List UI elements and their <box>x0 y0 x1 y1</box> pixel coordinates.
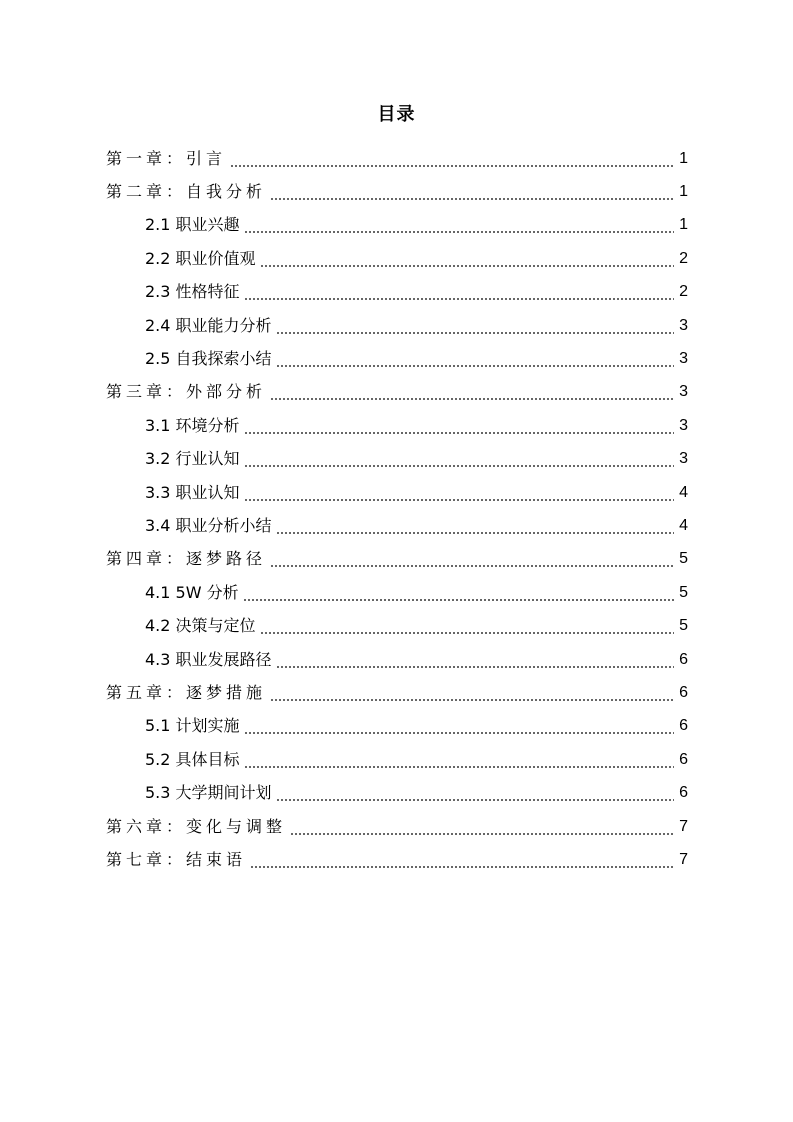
toc-entry-chapter-2[interactable] <box>106 175 688 208</box>
dot-leader <box>250 866 674 868</box>
toc-entry-section-2-3[interactable] <box>145 276 688 309</box>
toc-entry-section-4-2[interactable] <box>145 610 688 643</box>
toc-entry-label: 3.2 行业认知 <box>145 449 240 469</box>
dot-leader <box>244 732 674 734</box>
toc-entry-section-4-3[interactable] <box>145 643 688 676</box>
toc-entry-chapter-5[interactable] <box>106 676 688 709</box>
toc-page-number: 5 <box>679 617 688 635</box>
toc-entry-label: 4.3 职业发展路径 <box>145 649 272 669</box>
toc-entry-section-2-4[interactable] <box>145 309 688 342</box>
toc-page-number: 3 <box>679 349 688 367</box>
toc-page-number: 6 <box>679 650 688 668</box>
toc-entry-label: 2.5 自我探索小结 <box>145 348 272 368</box>
toc-page-number: 1 <box>679 149 688 167</box>
toc-entry-section-3-2[interactable] <box>145 443 688 476</box>
toc-entry-label: 第五章：逐梦措施 <box>106 682 267 702</box>
dot-leader <box>270 398 674 400</box>
toc-page-number: 4 <box>679 516 688 534</box>
toc-entry-label: 5.1 计划实施 <box>145 716 240 736</box>
toc-entry-label: 第三章：外部分析 <box>106 382 267 402</box>
toc-entry-chapter-1[interactable] <box>106 142 688 175</box>
toc-entry-label: 3.4 职业分析小结 <box>145 515 272 535</box>
toc-page-number: 6 <box>679 717 688 735</box>
toc-page-number: 1 <box>679 182 688 200</box>
toc-page-number: 5 <box>679 583 688 601</box>
toc-page-number: 3 <box>679 416 688 434</box>
toc-page-number: 7 <box>679 817 688 835</box>
dot-leader <box>243 599 674 601</box>
toc-entry-section-2-5[interactable] <box>145 342 688 375</box>
toc-entry-label: 2.1 职业兴趣 <box>145 215 240 235</box>
toc-entry-label: 2.4 职业能力分析 <box>145 315 272 335</box>
dot-leader <box>276 799 674 801</box>
dot-leader <box>276 332 674 334</box>
toc-entry-section-5-1[interactable] <box>145 710 688 743</box>
toc-entry-section-5-2[interactable] <box>145 743 688 776</box>
toc-entry-section-3-1[interactable] <box>145 409 688 442</box>
toc-entry-section-2-1[interactable] <box>145 209 688 242</box>
dot-leader <box>244 231 674 233</box>
toc-entry-label: 3.3 职业认知 <box>145 482 240 502</box>
toc-page-number: 2 <box>679 283 688 301</box>
dot-leader <box>244 499 674 501</box>
toc-page-number: 3 <box>679 383 688 401</box>
dot-leader <box>244 298 674 300</box>
dot-leader <box>270 565 674 567</box>
toc-page-number: 7 <box>679 850 688 868</box>
toc-entry-label: 第二章：自我分析 <box>106 181 267 201</box>
toc-entry-chapter-4[interactable] <box>106 543 688 576</box>
toc-page-number: 6 <box>679 683 688 701</box>
toc-entry-label: 4.2 决策与定位 <box>145 616 256 636</box>
toc-entry-section-3-4[interactable] <box>145 509 688 542</box>
toc-page-number: 5 <box>679 550 688 568</box>
toc-entry-label: 2.3 性格特征 <box>145 282 240 302</box>
dot-leader <box>244 432 674 434</box>
toc-entry-chapter-7[interactable] <box>106 843 688 876</box>
toc-entry-chapter-6[interactable] <box>106 810 688 843</box>
dot-leader <box>276 532 674 534</box>
toc-page-number: 4 <box>679 483 688 501</box>
toc-entry-section-5-3[interactable] <box>145 777 688 810</box>
toc-page-number: 2 <box>679 249 688 267</box>
dot-leader <box>230 165 674 167</box>
toc-page-number: 6 <box>679 750 688 768</box>
toc-entry-label: 2.2 职业价值观 <box>145 248 256 268</box>
toc-page-number: 3 <box>679 316 688 334</box>
dot-leader <box>260 632 674 634</box>
toc-entry-label: 第一章：引言 <box>106 148 227 168</box>
dot-leader <box>244 465 674 467</box>
toc-entry-section-3-3[interactable] <box>145 476 688 509</box>
toc-entry-section-2-2[interactable] <box>145 242 688 275</box>
dot-leader <box>276 666 674 668</box>
dot-leader <box>276 365 674 367</box>
toc-entry-label: 第四章：逐梦路径 <box>106 549 267 569</box>
toc-page-number: 3 <box>679 450 688 468</box>
dot-leader <box>260 265 674 267</box>
toc-entry-label: 第六章：变化与调整 <box>106 816 287 836</box>
dot-leader <box>270 699 674 701</box>
dot-leader <box>270 198 674 200</box>
toc-entry-label: 5.2 具体目标 <box>145 749 240 769</box>
toc-page-number: 6 <box>679 784 688 802</box>
toc-entry-section-4-1[interactable] <box>145 576 688 609</box>
dot-leader <box>244 766 674 768</box>
dot-leader <box>290 833 674 835</box>
toc-page-number: 1 <box>679 216 688 234</box>
toc-entry-label: 第七章：结束语 <box>106 849 247 869</box>
toc-entry-label: 4.1 5W 分析 <box>145 582 239 602</box>
toc-entry-label: 3.1 环境分析 <box>145 415 240 435</box>
toc-entry-label: 5.3 大学期间计划 <box>145 783 272 803</box>
toc-entry-chapter-3[interactable] <box>106 376 688 409</box>
page-title: 目录 <box>377 104 416 125</box>
